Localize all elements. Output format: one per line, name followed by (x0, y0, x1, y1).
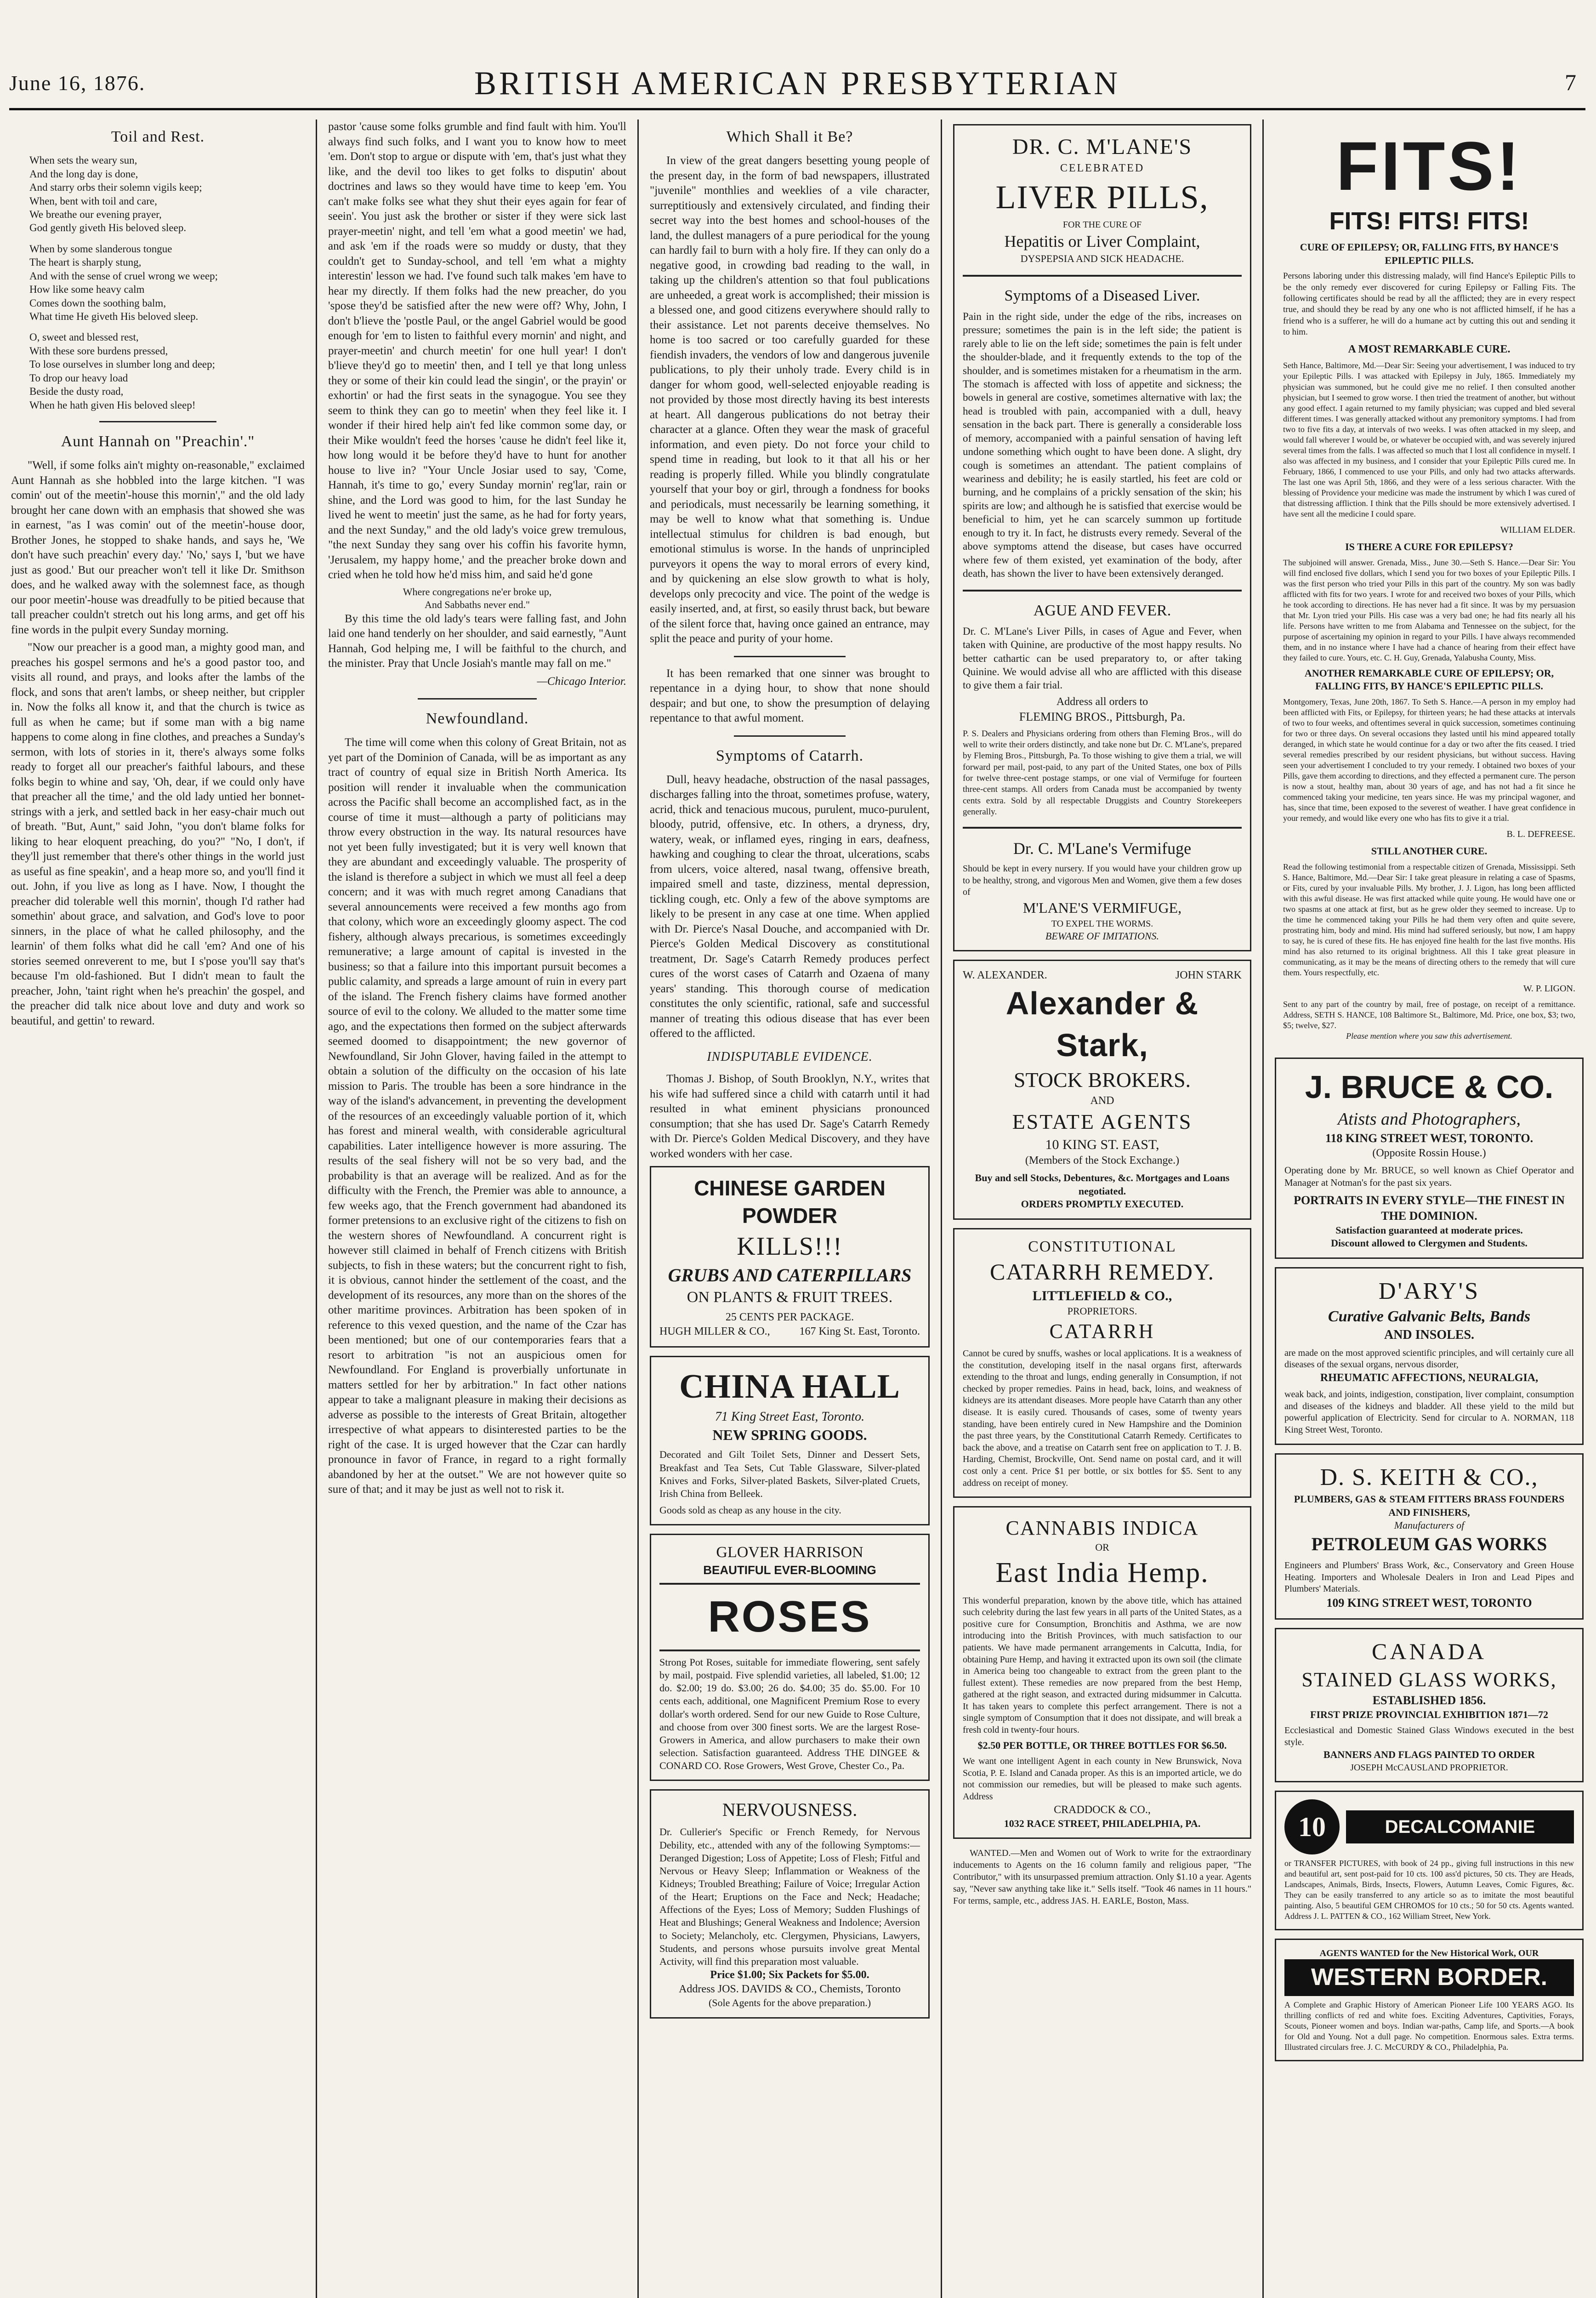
ad-firm: LITTLEFIELD & CO., (1032, 1288, 1172, 1304)
ad-subtitle: AGENTS WANTED for the New Historical Work, OUR (1319, 1948, 1539, 1959)
ad-headline: RHEUMATIC AFFECTIONS, NEURALGIA, (1320, 1372, 1539, 1384)
poem-line: And the long day is done, (29, 168, 138, 180)
divider (963, 827, 1242, 829)
chinese-garden-powder-ad (650, 1166, 930, 1348)
ad-subtitle: Curative Galvanic Belts, Bands (1328, 1308, 1531, 1325)
ad-subtitle: Hepatitis or Liver Complaint, (1004, 232, 1200, 251)
ad-title: CATARRH REMEDY. (989, 1259, 1215, 1285)
ad-firm: CRADDOCK & CO., (1054, 1803, 1151, 1816)
ad-title: CHINESE GARDEN POWDER (694, 1176, 886, 1228)
verse-line: And Sabbaths never end." (425, 599, 530, 611)
ad-footer: Discount allowed to Clergymen and Students. (1331, 1237, 1528, 1249)
ad-footer: (Sole Agents for the above preparation.) (708, 1997, 871, 2009)
ad-title: Alexander & Stark, (1005, 985, 1199, 1064)
poem-line: When he hath given His beloved sleep! (29, 399, 196, 411)
ad-subtitle: ESTATE AGENTS (1012, 1110, 1193, 1134)
ad-body: Satisfaction guaranteed at moderate prices. (1335, 1224, 1523, 1236)
ad-address: 1032 RACE STREET, PHILADELPHIA, PA. (1004, 1817, 1201, 1829)
ad-note: Manufacturers of (1394, 1519, 1465, 1531)
ad-headline: STAINED GLASS WORKS, (1301, 1668, 1557, 1691)
ad-section-title: STILL ANOTHER CURE. (1371, 845, 1488, 857)
story-credit: —Chicago Interior. (537, 675, 626, 688)
poem-line: And with the sense of cruel wrong we weep; (29, 270, 218, 282)
masthead (9, 51, 1585, 110)
ad-footer: Goods sold as cheap as any house in the city. (659, 1504, 841, 1516)
verse-line: Where congregations ne'er broke up, (403, 586, 552, 597)
page-number: 7 (1565, 69, 1576, 95)
poem-line: And starry orbs their solemn vigils keep; (29, 182, 202, 193)
ad-body: weak back, and joints, indigestion, constipation, liver complaint, consumption and diseases of the kidneys and bladder. All these yield to the mild but powerful application of Electricity. Send for circular to A. NORMAN, 118 King Street West, Toronto. (1284, 1389, 1574, 1435)
ad-note: (Members of the Stock Exchange.) (1025, 1155, 1180, 1167)
ad-section-title: AGUE AND FEVER. (1033, 602, 1171, 619)
ad-partner: W. ALEXANDER. (963, 969, 1047, 982)
ad-title: ROSES (659, 1583, 920, 1651)
poem-line: We breathe our evening prayer, (29, 208, 162, 220)
ad-firm: GLOVER HARRISON (716, 1544, 863, 1561)
ad-note: BANNERS AND FLAGS PAINTED TO ORDER (1323, 1749, 1535, 1761)
ad-title: CANNABIS INDICA (1005, 1517, 1199, 1540)
ad-footer: JOSEPH McCAUSLAND PROPRIETOR. (1350, 1762, 1508, 1773)
poem-line: To drop our heavy load (29, 372, 128, 384)
ad-headline: LIVER PILLS, (995, 178, 1209, 216)
ad-body: Pain in the right side, under the edge of the ribs, increases on pressure; sometimes the pain is in the left side; the patient is rarely able to lie on the left side; sometimes the pain is felt under the shoulder-blade, and it frequently extends to the top of the shoulder, and is sometimes mistaken for a rheumatism in the arm. The stomach is affected with loss of appetite and sickness; the bowels in general are costive, sometimes alternative with lax; the head is troubled with pain, accompanied with a dull, heavy sensation in the back part. There is generally a considerable loss of memory, accompanied with a painful sensation of having left undone something which ought to have been done. A slight, dry cough is sometimes an attendant. The patient complains of weariness and debility; he is easily startled, his feet are cold or burning, and he complains of a prickly sensation of the skin; his spirits are low; and although he is satisfied that exercise would be beneficial to him, yet he can scarcely summon up fortitude enough to try it. In fact, he distrusts every remedy. Several of the above symptoms attend the disease, but cases have occurred where few of them existed, yet examination of the body, after death, has shown the liver to have been extensively deranged. (963, 310, 1242, 580)
ad-title: NERVOUSNESS. (722, 1799, 858, 1820)
roses-ad (650, 1534, 930, 1781)
ad-body: Sent to any part of the country by mail, free of postage, on receipt of a remittance. Address, SETH S. HANCE, 108 Baltimore St., Baltimore, Md. Price, one box, $3; two, $5; twelve, $27. (1283, 1000, 1575, 1030)
ad-subtitle: ESTABLISHED 1856. (1372, 1693, 1486, 1707)
ad-subtitle: PROPRIETORS. (1067, 1305, 1137, 1317)
ad-subtitle: BEAUTIFUL EVER-BLOOMING (703, 1563, 876, 1577)
story-paragraph: "Well, if some folks ain't mighty on-reasonable," exclaimed Aunt Hannah as she hobbled into the large kitchen. "I was comin' out of the meetin'-house this mornin'," and the old lady brought her cane down with an emphasis that showed she was in earnest, "as I was comin' out of the meetin'-house door, Brother Jones, he stopped to shake hands, and says he, 'We don't have such preachin' every day.' 'No,' says I, 'but we have just as good.' But our preacher won't tell it like Dr. Smithson does, and he walked away with the solemnest face, as though our poor meetin'-house was dreadfully to be pitied because that tall preacher couldn't stretch out his long arms, and get off his fine words in the pulpit every Sunday morning. (11, 459, 305, 636)
ad-section-title: A MOST REMARKABLE CURE. (1348, 343, 1511, 356)
poem-line: How like some heavy calm (29, 284, 145, 296)
divider (418, 698, 537, 700)
ad-body: Seth Hance, Baltimore, Md.—Dear Sir: Seeing your advertisement, I was induced to try your Epileptic Pills. I was attacked with Epilepsy in July, 1865. Immediately my physician was summoned, but he could give me no relief. I then consulted another physician, but I seemed to grow worse. I then tried the treatment of another, but without any good effect. I again returned to my family physician; was cupped and bled several different times. I was generally attacked without any premonitory symptoms. I had from two to five fits a day, at intervals of two weeks. I was often attacked in my sleep, and would fall wherever I would be, or whatever be occupied with, and was severely injured several times from the falls. I was affected so much that I lost all confidence in myself. I also was affected in my business, and I consider that your Epileptic Pills cured me. In February, 1866, I commenced to use your Pills, and only had two attacks afterwards. The last one was April 5th, 1866, and they were of a less serious character. With the blessing of Providence your medicine was made the instrument by which I was cured of that distressing affliction. I think that the Pills should be more extensively advertised. I have sent all the medicine I could spare. (1283, 361, 1575, 518)
ad-subtitle: STOCK BROKERS. (1013, 1068, 1191, 1092)
ad-price: $2.50 PER BOTTLE, OR THREE BOTTLES FOR $6.50. (977, 1739, 1227, 1751)
ad-note: (Opposite Rossin House.) (1372, 1147, 1486, 1159)
ad-subtitle: NEW SPRING GOODS. (712, 1426, 867, 1443)
catarrh-body: Dull, heavy headache, obstruction of the nasal passages, discharges falling into the throat, sometimes profuse, watery, acrid, thick and tenacious mucous, purulent, muco-purulent, bloody, putrid, offensive, etc. In others, a dryness, dry, watery, weak, or inflamed eyes, ringing in ears, deafness, hawking and coughing to clear the throat, ulcerations, scabs from ulcers, voice altered, nasal twang, offensive breath, impaired smell and taste, dizziness, mental depression, tickling cough, etc. Only a few of the above symptoms are likely to be present in any case at one time. When applied with Dr. Pierce's Nasal Douche, and accompanied with Dr. Pierce's Golden Medical Discovery as constitutional treatment, Dr. Sage's Catarrh Remedy produces perfect cures of the worst cases of Catarrh and Ozaena of many years' standing. This thorough course of medication constitutes the only scientific, rational, safe and successful manner of treating this odious disease that has ever been offered to the afflicted. (650, 773, 930, 1040)
ad-body: Decorated and Gilt Toilet Sets, Dinner and Dessert Sets, Breakfast and Tea Sets, Cut Table Glassware, Silver-plated Knives and Forks, Silver-plated Baskets, Silver-plated Cruets, Irish China from Belleek. (659, 1449, 920, 1499)
poem-line: Beside the dusty road, (29, 386, 124, 398)
ad-partner: JOHN STARK (1175, 969, 1242, 982)
ad-subtitle: Atists and Photographers, (1338, 1109, 1521, 1129)
poem-line: When sets the weary sun, (29, 154, 137, 166)
ad-price: Price $1.00; Six Packets for $5.00. (710, 1969, 869, 1981)
ad-subtitle: FOR THE CURE OF (1062, 220, 1142, 230)
ad-section-title: Dr. C. M'Lane's Vermifuge (1013, 839, 1192, 858)
ad-warning: BEWARE OF IMITATIONS. (1045, 930, 1159, 942)
ad-headline: M'LANE'S VERMIFUGE, (1022, 899, 1182, 916)
poem-line: When by some slanderous tongue (29, 243, 172, 255)
ad-body: The subjoined will answer. Grenada, Miss., June 30.—Seth S. Hance.—Dear Sir: You will find enclosed five dollars, which I send you for two boxes of your Epileptic Pills. I was the first person who tried your Pills in this part of the country. My son was badly afflicted with fits for two years. I wrote for and received two boxes of your Pills, which he took according to directions. He has never had a fit since. It was by my persuasion that Mr. Lyon tried your Pills. His case was a very bad one; he had fits nearly all his life. Persons have written to me from Alabama and Tennessee on the subject, for the purpose of ascertaining my opinion in regard to your Pills. I have always recommended them, and in no instance where I have had a chance of hearing from their effect have they failed to cure. Yours, etc. C. H. Guy, Grenada, Yalabusha County, Miss. (1283, 557, 1575, 662)
story-title: Aunt Hannah on "Preachin'." (61, 433, 255, 450)
ad-body: Persons laboring under this distressing malady, will find Hance's Epileptic Pills to be the only remedy ever discovered for curing Epilepsy or Falling Fits. The following certificates should be read by all the afflicted; they are in every respect true, and should they be read by any one who is not afflicted himself, if he has a friend who is a sufferer, he will do a humane act by cutting this out and sending it to him. (1283, 271, 1575, 337)
ad-body: We want one intelligent Agent in each county in New Brunswick, Nova Scotia, P. E. Island and Canada proper. As this is an imported article, we do not commission our remedies, but will be pleased to make such agents. Address (963, 1756, 1242, 1802)
issue-date: June 16, 1876. (9, 71, 146, 95)
keith-plumbers-ad (1275, 1453, 1584, 1620)
ad-address: 167 King St. East, Toronto. (799, 1325, 920, 1338)
poem-line: With these sore burdens pressed, (29, 345, 168, 357)
poem-line: God gently giveth His beloved sleep. (29, 222, 187, 234)
ad-note: FIRST PRIZE PROVINCIAL EXHIBITION 1871—72 (1310, 1708, 1548, 1720)
ad-firm: FLEMING BROS., Pittsburgh, Pa. (1019, 710, 1186, 724)
ad-title: FITS! (1336, 127, 1522, 205)
ad-body: Dr. Cullerier's Specific or French Remedy, for Nervous Debility, etc., attended with any of the following Symptoms:—Deranged Digestion; Loss of Appetite; Loss of Flesh; Fitful and Nervous or Heavy Sleep; Inflammation or Weakness of the Kidneys; Troubled Breathing; Failure of Voice; Irregular Action of the Heart; Eruptions on the Face and Neck; Headache; Affections of the Eyes; Loss of Memory; Sudden Flushings of Heat and Blushings; General Weakness and Indolence; Aversion to Society; Melancholy, etc. Clergymen, Physicians, Lawyers, Students, and persons whose pursuits involve great Mental Activity, will find this preparation most valuable. (659, 1826, 920, 1967)
ad-subtitle: ON PLANTS & FRUIT TREES. (687, 1288, 893, 1306)
divider (963, 590, 1242, 592)
newfoundland-title: Newfoundland. (426, 710, 529, 728)
ad-subtitle: GRUBS AND CATERPILLARS (668, 1264, 912, 1286)
poem-line: The heart is sharply stung, (29, 256, 142, 268)
ad-address: 71 King Street East, Toronto. (715, 1410, 865, 1424)
wanted-ad: WANTED.—Men and Women out of Work to write for the extraordinary inducements to Agents on the 16 column family and religious paper, "The Contributor," with its unsurpassed premium attraction. Only $1.10 a year. Agents say, "Never saw anything take like it." Sells itself. "Took 46 names in 11 hours." For terms, sample, etc., address JAS. H. EARLE, Boston, Mass. (953, 1848, 1251, 1906)
ad-body: Dr. C. M'Lane's Liver Pills, in cases of Ague and Fever, when taken with Quinine, are productive of the most happy results. No better cathartic can be used preparatory to, or after taking Quinine. We would advise all who are afflicted with this disease to give them a fair trial. (963, 625, 1242, 691)
ad-subtitle: DYSPEPSIA AND SICK HEADACHE. (1020, 252, 1184, 264)
article-title: Which Shall it Be? (726, 128, 853, 145)
decalcomanie-ad (1275, 1791, 1584, 1930)
fits-ad (1275, 124, 1584, 1049)
ad-signature: WILLIAM ELDER. (1500, 524, 1575, 535)
story-closing: By this time the old lady's tears were falling fast, and John laid one hand tenderly on her shoulder, and said earnestly, "Aunt Hannah, God helping me, I will be faithful to the church, and the minister. Pray that Uncle Josiah's mantle may fall on me." (328, 612, 626, 670)
ad-body: Engineers and Plumbers' Brass Work, &c., Conservatory and Green House Heating. Importers and Wholesale Dealers in Iron and Lead Pipes and Plumbers' Materials. (1284, 1560, 1574, 1594)
newfoundland-body: The time will come when this colony of Great Britain, not as yet part of the Dominion of Canada, will be as important as any tract of country of equal size in British North America. Its position will render it invaluable when the communication across the Pacific shall become an accomplished fact, as in the course of time it must—although a party of politicians may throw every obstruction in the way. Its natural resources have not yet been fully investigated; but it is very well known that they are abundant and exceedingly valuable. The prosperity of the island is therefore a subject in which we must all feel a deep concern; and it was with much regret among Canadians that several announcements were received a few months ago from that colony, which wore an exceedingly gloomy aspect. The cod fishery, although always precarious, is sometimes exceedingly remunerative; a large amount of capital is invested in the business; so that a failure into this important pursuit becomes a public calamity, and spreads a large amount of ruin in every part of the island. The French fishery claims have formed another source of evil to the colony. We alluded to the matter some time ago, and the expectations then formed on the subject afterwards seemed doomed to disappointment; the new governor of Newfoundland, Sir John Glover, having failed in the attempt to obtain a solution of the difficulty on the occasion of his late mission to Paris. The trouble has been a sore hindrance in the way of the island's advancement, in preventing the development of the resources of an exceedingly valuable portion of it, which has forest and mineral wealth, with considerable agricultural capabilities. Later intelligence however is more assuring. The results of the seal fishery will not be so very bad, and the probability is that an average will be realized. And as for the difficulty with the French, the Premier was able to announce, a few weeks ago, that the French government had abandoned its former pretensions to an exclusive right of the citizens to fish on the western shores of Newfoundland. A concurrent right is however still claimed in behalf of French citizens with British subjects, to fish in these waters; but the concurrent right to fish, it is obvious, cannot hinder the settlement of the coast, and the development of its resources, any more than on the shores of the other maritime provinces. Arbitration has been spoken of in reference to this vexed question, and the name of the Czar has been mentioned; but one of our contemporaries fears that a resort to arbitration "is not an auspicious omen for Newfoundland. For England is proverbially unfortunate in matters settled for her by arbitration." In fact other nations appear to take a malignant pleasure in making their decisions as adverse as possible to the interests of Great Britain, altogether irrespective of what appears to disinterested parties to be the right of the case. It is urged however that the Czar can hardly pronounce in favor of France, in regard to a right formally abandoned by her at the outset." We are not however quite so sure of that; and it may be just as well not to risk it. (328, 736, 626, 1496)
ad-address: Address JOS. DAVIDS & CO., Chemists, Toronto (679, 1983, 901, 1996)
ad-section-title: ANOTHER REMARKABLE CURE OF EPILEPSY; OR, FALLING FITS, BY HANCE'S EPILEPTIC PILLS. (1304, 667, 1554, 692)
ad-body: Should be kept in every nursery. If you would have your children grow up to be healthy, strong, and vigorous Men and Women, give them a few doses of (963, 864, 1242, 898)
ad-connector: OR (1095, 1541, 1109, 1553)
ad-body: Ecclesiastical and Domestic Stained Glass Windows executed in the best style. (1284, 1725, 1574, 1747)
ad-body: Operating done by Mr. BRUCE, so well known as Chief Operator and Manager at Notman's for the past six years. (1284, 1165, 1574, 1189)
evidence-body: Thomas J. Bishop, of South Brooklyn, N.Y., writes that his wife had suffered since a child with catarrh until it had resulted in what eminent physicians pronounced consumption; that she has used Dr. Sage's Catarrh Remedy with Dr. Pierce's Golden Medical Discovery, and they have worked wonders with her case. (650, 1073, 930, 1160)
ad-subtitle: AND INSOLES. (1384, 1328, 1475, 1342)
ad-body: Strong Pot Roses, suitable for immediate flowering, sent safely by mail, postpaid. Five splendid varieties, all labeled, $1.00; 12 do. $2.00; 19 do. $3.00; 26 do. $4.00; 35 do. $5.00. For 10 cents each, additional, one Magnificent Premium Rose to every dollar's worth ordered. Send for our new Guide to Rose Culture, and choose from over 300 finest sorts. We are the largest Rose-Growers in America, and allow purchasers to make their own selection. Satisfaction guaranteed. Address THE DINGEE & CONARD CO. Rose Growers, West Grove, Chester Co., Pa. (659, 1656, 920, 1772)
divider (99, 421, 217, 422)
ad-title: DR. C. M'LANE'S (1012, 135, 1193, 159)
ad-body: A Complete and Graphic History of American Pioneer Life 100 YEARS AGO. Its thrilling conflicts of red and white foes. Exciting Adventures, Captivities, Forays, Scouts, Pioneer women and boys. Indian war-paths, Camp life, and Sports.—A book for Old and Young. Not a dull page. No competition. Enormous sales. Extra terms. Illustrated circulars free. J. C. McCURDY & CO., Philadelphia, Pa. (1284, 2000, 1574, 2052)
ad-title: D. S. KEITH & CO., (1320, 1464, 1539, 1490)
poem-line: When, bent with toil and care, (29, 195, 157, 207)
poem-line: To lose ourselves in slumber long and deep; (29, 358, 216, 370)
ad-footer: Please mention where you saw this advertisement. (1346, 1031, 1512, 1041)
ad-section-title: IS THERE A CURE FOR EPILEPSY? (1345, 540, 1513, 552)
ad-section-title: Symptoms of a Diseased Liver. (1004, 287, 1200, 304)
mclane-liver-pills-ad (953, 124, 1251, 951)
nervousness-ad (650, 1789, 930, 2019)
ad-subtitle: CURE OF EPILEPSY; OR, FALLING FITS, BY HANCE'S EPILEPTIC PILLS. (1300, 241, 1559, 266)
ad-subtitle: TO EXPEL THE WORMS. (1051, 918, 1153, 929)
ad-body: Montgomery, Texas, June 20th, 1867. To Seth S. Hance.—A person in my employ had been afflicted with Fits, or Epilepsy, for thirteen years; he had these attacks at intervals of two to four weeks, and oftentimes several in quick succession, sometimes continuing for two or three days. On several occasions they lasted until his mind appeared totally deranged, in which state he would continue for a day or two after the fits ceased. I tried several remedies prescribed by our resident physicians, but without success. Having seen your advertisement I concluded to try your remedy. I obtained two boxes of your Pills, gave them according to directions, and they effected a permanent cure. The person is now a stout, healthy man, about 30 years of age, and has not had a fit since he commenced taking your medicine, ten years since. He was my principal wagoner, and has, since that time, been exposed to the severest of weather. I have great confidence in your remedy, and would like every one who has fits to give it a trial. (1283, 697, 1575, 823)
cannabis-indica-ad (953, 1506, 1251, 1839)
ad-headline: East India Hemp. (995, 1557, 1209, 1588)
story-continued: pastor 'cause some folks grumble and find fault with him. You'll always find such folks, and I want you to know how to meet 'em. Don't stop to argue or dispute with 'em, that's just what they like, and the devil too likes to get folks to disputin' about doctrines and laws so they would have time to keep 'em. You can't make folks see what they shut their eyes again for fear of seein'. You just ask the brother or sister if they were sick last prayer-meetin' night, and tell 'em what a good meetin' we had, and ask 'em if the roads were so muddy or dusty, that they couldn't get to Sunday-school, and tell 'em what a mighty interestin' lesson we had. I've found such talk makes 'em have to hear my directly. If them folks had the new preacher, do you 'spose they'd be satisfied after the new were off? Why, John, I don't b'lieve the 'postle Paul, or the angel Gabriel would be good enough for 'em to listen to faithful every mornin' and night, and prayer-meetin' and church meetin' for one hull year! I don't b'lieve they'd go to meetin' then, and I tell ye that long unless they or some of their kin could lead the singin', or the prayin' or exhortin' or had the first seats in the synagogue. You see they seem to think they can go to meetin' when they feel like it. I wonder if their hired help ain't fed like common some day, or their Mike wouldn't feed the horses 'cause he didn't feel like it, how long would it be before they'd have to hunt for another house to live in? "Your Uncle Josiar used to say, 'Come, Hannah, it's time to go,' every Sunday mornin' reg'lar, rain or shine, and the Lord was good to him, for the last Sunday he lived he went to meetin' just the same, as he had for forty years, and the next Sunday," and the old lady's voice grew tremulous, "the next Sunday they sang over his coffin his favorite hymn, 'Jerusalem, my happy home,' and the preacher broke down and cried when he told how he'd miss him, and said he'd gone (328, 120, 626, 581)
ad-postscript: P. S. Dealers and Physicians ordering from others than Fleming Bros., will do well to write their orders distinctly, and take none but Dr. C. M'Lane's, prepared by Fleming Bros., Pittsburgh, Pa. To those wishing to give them a trial, we will forward per mail, post-paid, to any part of the United States, one box of Pills for twelve three-cent postage stamps, or one vial of Vermifuge for fourteen three-cent stamps. All orders from Canada must be accompanied by twenty cents extra. Sold by all respectable Druggists and Country Storekeepers generally. (963, 728, 1242, 817)
ad-address: 10 KING ST. EAST, (1045, 1137, 1159, 1153)
ad-body: This wonderful preparation, known by the above title, which has attained such celebrity during the last few years in all parts of the United States, as a positive cure for Consumption, Bronchitis and Asthma, we are now introducing into the British Provinces, with much satisfaction to our patients. We have made permanent arrangements in Calcutta, India, for obtaining Pure Hemp, and having it extracted upon its own soil (the climate in America being too changeable to extract from the green plant to the fullest extent). These remedies are now prepared from the best Hemp, gathered at the right season, and extracted during midsummer in Calcutta. It has taken years to complete this perfect arrangement. There is not a single symptom of Consumption that it does not dissipate, and will break a fresh cold in twenty-four hours. (963, 1595, 1242, 1735)
bruce-photographers-ad (1275, 1058, 1584, 1259)
ad-title: J. BRUCE & CO. (1305, 1069, 1554, 1105)
china-hall-ad (650, 1356, 930, 1525)
story-paragraph: "Now our preacher is a good man, a mighty good man, and preaches his gospel sermons and he's a good pastor too, and visits all round, and prays, and looks after the lambs of the flock, and sons that aren't lambs, or sheep neither, but crippler in. Now the folks all know it, and that the church is twice as full as when he came; but if some man with a big name happens to come along in fine clothes, and preaches a Sunday's sermon, with lots of stories in it, there's always some folks ready to forget all our preacher's faithful labours, and these folks begin to whine and say, 'Oh, dear, if we could only have that preacher all the time,' and the old lady untied her bonnet-strings with a jerk, and settled back in her easy-chair much out of breath. "But, Aunt," said John, "you don't blame folks for liking to hear eloquent preaching, do you?" "No, I don't, if they'll just remember that there's other things in the world just as useful as fine speakin', and a heap more so, and you'll find it out. John, if you live as long as I have. Now, I thought the preacher did tolerable well this mornin', though I'd rather had somethin' about grace, and salvation, and God's love to poor sinners, in the place of what he called philosophy, and the learnin' of them folks what did he call 'em? And one of his stories seemed onreverent to me, but I s'pose you'll say that's because I'm old-fashioned. But I didn't mean to fault the preacher, John, 'taint right when he's preachin' the gospel, and the preacher did talk nice about love and duty and work so beautiful, and gettin' to reward. (11, 641, 305, 1027)
divider (963, 275, 1242, 277)
stained-glass-ad (1275, 1628, 1584, 1782)
western-border-ad (1275, 1939, 1584, 2061)
ad-body: Buy and sell Stocks, Debentures, &c. Mortgages and Loans negotiated. (975, 1172, 1230, 1197)
note: It has been remarked that one sinner was brought to repentance in a dying hour, to show that none should despair; and but one, to show the presumption of delaying repentance to that awful moment. (650, 667, 930, 725)
ad-title: CANADA (1372, 1638, 1487, 1664)
ad-signature: B. L. DEFREESE. (1506, 829, 1575, 840)
ad-firm: HUGH MILLER & CO., (659, 1325, 770, 1338)
poem-line: What time He giveth His beloved sleep. (29, 311, 199, 322)
catarrh-title: Symptoms of Catarrh. (716, 747, 864, 764)
ad-connector: AND (1090, 1095, 1114, 1107)
alexander-stark-ad (953, 960, 1251, 1220)
ad-subtitle: CELEBRATED (1060, 162, 1145, 175)
ad-address: 118 KING STREET WEST, TORONTO. (1325, 1132, 1534, 1145)
ad-signature: W. P. LIGON. (1523, 984, 1575, 994)
ad-address: 109 KING STREET WEST, TORONTO (1326, 1596, 1532, 1610)
column-3 (639, 119, 942, 2298)
poem (11, 154, 305, 412)
paper-title: BRITISH AMERICAN PRESBYTERIAN (474, 65, 1121, 102)
ad-body: Read the following testimonial from a respectable citizen of Grenada, Mississippi. Seth S. Hance, Baltimore, Md.—Dear Sir: I take great pleasure in relating a case of Spasms, or Fits, cured by your invaluable Pills. My brother, J. J. Ligon, has long been afflicted with this awful disease. He was first attacked while quite young. He would have one or two spasms at one attack at first, but as he grew older they seemed to increase. Up to the time he commenced taking your Pills he had them very often and quite severe, prostrating him, body and mind. His mind had suffered seriously, but now, I am happy to say, he is cured of these fits. He has enjoyed fine health for the last five months. His mind has also returned to its original brightness. All this I take great pleasure in communicating, as it may be the means of directing others to the remedy that will cure them. Yours respectfully, etc. (1283, 862, 1575, 978)
ad-headline: PORTRAITS IN EVERY STYLE—THE FINEST IN THE DOMINION. (1294, 1193, 1565, 1223)
column-1 (0, 119, 317, 2298)
poem-title: Toil and Rest. (111, 128, 205, 145)
ad-subtitle: CONSTITUTIONAL (1028, 1238, 1176, 1256)
column-2 (317, 119, 639, 2298)
ad-body: are made on the most approved scientific principles, and will certainly cure all diseases of the sexual organs, nervous disorder, (1284, 1348, 1574, 1370)
ad-body: or TRANSFER PICTURES, with book of 24 pp., giving full instructions in this new and beautiful art, sent post-paid for 10 cts. 100 ass'd pictures, 50 cts. They are Heads, Landscapes, Animals, Birds, Insects, Flowers, Autumn Leaves, Comic Figures, &c. They can be easily transferred to any article so as to imitate the most beautiful painting. Also, 5 beautiful GEM CHROMOS for 10 cts.; 50 for 50 cts. Agents wanted. Address J. L. PATTEN & CO., 162 William Street, New York. (1284, 1858, 1574, 1921)
ad-headline: CATARRH (1049, 1320, 1155, 1342)
evidence-title: INDISPUTABLE EVIDENCE. (707, 1049, 873, 1064)
column-4 (942, 119, 1264, 2298)
dary-galvanic-belts-ad (1275, 1267, 1584, 1445)
ad-title: DECALCOMANIE (1346, 1810, 1574, 1843)
article-body: In view of the great dangers besetting young people of the present day, in the form of bad newspapers, illustrated "juvenile" monthlies and weeklies of a vile character, surreptitiously and extensively circulated, and finding their secret way into the best homes and school-houses of the land, the dullest managers of a pure periodical for the young can hardly fail to burn with a holy fire. If they can only do a negative good, in crowding bad reading to the wall, in taking up the children's attention so that foul publications are unheeded, a great work is accomplished; their mission is a blessed one, and good citizens everywhere should rally to their assistance. Let not parents deceive themselves. No home is too sacred or too carefully guarded for these fiendish invaders, the vendors of low and dangerous juvenile publications, to ply their unholy trade. Every child is in danger for whom good, well-selected enjoyable reading is not provided by those most directly having its best interests at heart. All dangerous publications do not betray their character at a glance. Often they wear the mask of graceful information, and even piety. Do not force your child to spend time in reading, but look to it that all his or her reading is properly filled. While you blindly congratulate yourself that your boy or girl, through a fondness for books and periodicals, must necessarily be learning something, it may be well to know what that something is. Undue intellectual stimulus for children is bad enough, but emotional stimulus is worse. In the hands of unprincipled purveyors it opens the way to moral errors of every kind, and by quickening an else slow growth to what is holy, develops only precocity and vice. The point of the wedge is easily inserted, and, at first, so easily thrust back, but beware of the silent force that, having once gained an entrance, may split the peace and purity of your home. (650, 154, 930, 645)
ad-headline: KILLS!!! (737, 1232, 843, 1261)
ten-cents-badge: 10 (1284, 1799, 1340, 1854)
ad-title: CHINA HALL (679, 1368, 900, 1406)
divider (734, 735, 846, 737)
poem-line: O, sweet and blessed rest, (29, 331, 139, 343)
ad-body: Cannot be cured by snuffs, washes or local applications. It is a weakness of the constitution, developing itself in the nasal organs first, afterwards extending to the throat and lungs, ending generally in Consumption, if not checked by proper remedies. Pains in head, back, loins, and weakness of kidneys are its attendant diseases. More people have Catarrh than any other disease. It is easily cured. Thousands of cases, some of twenty years standing, have been entirely cured in New Hampshire and the Dominion the past three years, by the Constitutional Catarrh Remedy. Certificates to back the above, and a treatise on Catarrh sent free on application to T. J. B. Harding, Chemist, Brockville, Ont. Send name on postal card, and it will cost only a cent. Price $1 per bottle, or six bottles for $5. Sent to any address on receipt of money. (963, 1348, 1242, 1488)
ad-price: 25 CENTS PER PACKAGE. (725, 1311, 854, 1323)
catarrh-remedy-ad (953, 1228, 1251, 1498)
ad-address-label: Address all orders to (1056, 695, 1148, 708)
ad-title: D'ARY'S (1378, 1278, 1480, 1304)
ad-title: WESTERN BORDER. (1284, 1959, 1574, 1996)
ad-subtitle: PLUMBERS, GAS & STEAM FITTERS BRASS FOUNDERS AND FINISHERS, (1294, 1493, 1565, 1518)
column-5 (1264, 119, 1595, 2298)
ad-headline: PETROLEUM GAS WORKS (1311, 1534, 1547, 1554)
poem-line: Comes down the soothing balm, (29, 297, 166, 309)
divider (734, 656, 846, 657)
ad-footer: ORDERS PROMPTLY EXECUTED. (1021, 1198, 1184, 1210)
ad-headline: FITS! FITS! FITS! (1329, 207, 1529, 235)
